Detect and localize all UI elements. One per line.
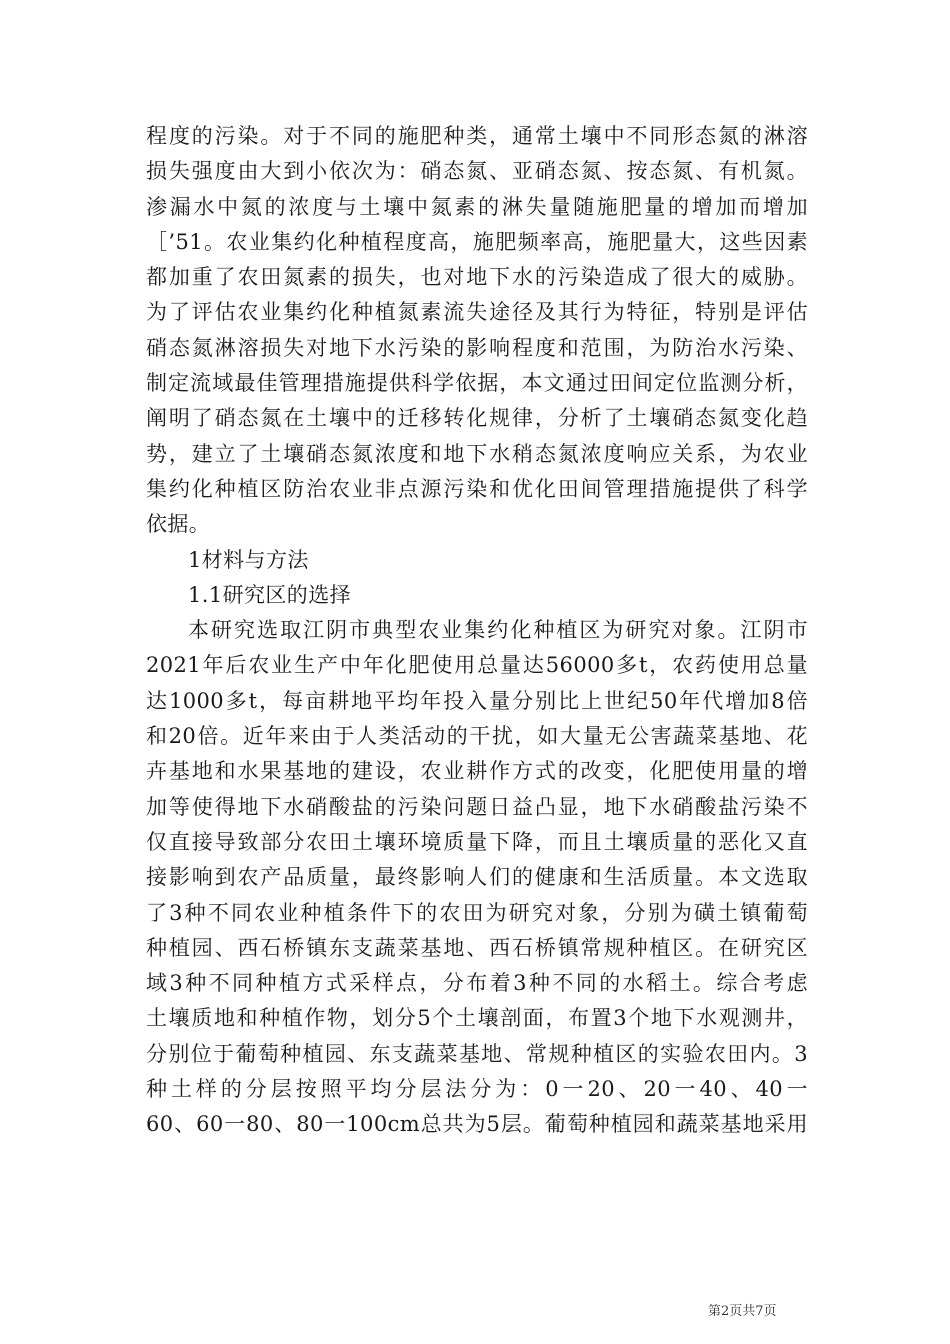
body-text: [146, 119, 808, 1143]
text-line: 分别位于葡萄种植园、东支蔬菜基地、常规种植区的实验农田内。3: [146, 1041, 808, 1066]
text-line: 为了评估农业集约化种植氮素流失途径及其行为特征，特别是评估: [146, 300, 808, 325]
text-line: 仅直接导致部分农田土壤环境质量下降，而且土壤质量的恶化又直: [146, 829, 808, 854]
text-line: 阐明了硝态氮在土壤中的迁移转化规律，分析了土壤硝态氮变化趋: [146, 406, 808, 431]
text-line: 加等使得地下水硝酸盐的污染问题日益凸显，地下水硝酸盐污染不: [146, 794, 808, 819]
text-line: 和20倍。近年来由于人类活动的干扰，如大量无公害蔬菜基地、花: [146, 724, 808, 749]
text-line: 制定流域最佳管理措施提供科学依据，本文通过田间定位监测分析，: [146, 371, 808, 396]
text-line: 程度的污染。对于不同的施肥种类，通常土壤中不同形态氮的淋溶: [146, 124, 808, 148]
text-line: 2021年后农业生产中年化肥使用总量达56000多t，农药使用总量: [146, 653, 808, 678]
text-line: 都加重了农田氮素的损失，也对地下水的污染造成了很大的威胁。: [146, 265, 808, 290]
text-line: 硝态氮淋溶损失对地下水污染的影响程度和范围，为防治水污染、: [146, 335, 808, 360]
text-line: ［’51。农业集约化种植程度高，施肥频率高，施肥量大，这些因素: [146, 229, 808, 254]
paragraph-first-line: 本研究选取江阴市典型农业集约化种植区为研究对象。江阴市: [188, 618, 808, 643]
text-line: 种土样的分层按照平均分层法分为：0一20、20一40、40一: [146, 1077, 808, 1102]
text-line: 60、60一80、80一100cm总共为5层。葡萄种植园和蔬菜基地采用: [146, 1112, 808, 1137]
text-line: 损失强度由大到小依次为：硝态氮、亚硝态氮、按态氮、有机氮。: [146, 159, 808, 184]
text-line: 了3种不同农业种植条件下的农田为研究对象，分别为磺土镇葡萄: [146, 900, 808, 925]
text-line: 达1000多t，每亩耕地平均年投入量分别比上世纪50年代增加8倍: [146, 688, 808, 713]
text-line: 渗漏水中氮的浓度与土壤中氮素的淋失量随施肥量的增加而增加: [146, 194, 808, 219]
text-line: 势，建立了土壤硝态氮浓度和地下水稍态氮浓度响应关系，为农业: [146, 441, 808, 466]
page-number: 第2页共7页: [708, 1304, 777, 1319]
subsection-heading: 1.1研究区的选择: [188, 582, 351, 607]
text-line: 土壤质地和种植作物，划分5个土壤剖面，布置3个地下水观测井，: [146, 1006, 808, 1031]
text-line: 接影响到农产品质量，最终影响人们的健康和生活质量。本文选取: [146, 865, 808, 890]
text-line: 域3种不同种植方式采样点，分布着3种不同的水稻土。综合考虑: [146, 971, 808, 996]
text-line: 卉基地和水果基地的建设，农业耕作方式的改变，化肥使用量的增: [146, 759, 808, 784]
text-line: 种植园、西石桥镇东支蔬菜基地、西石桥镇常规种植区。在研究区: [146, 935, 808, 960]
text-line: 集约化种植区防治农业非点源污染和优化田间管理措施提供了科学: [146, 476, 808, 501]
text-line: 依据。: [146, 512, 211, 537]
section-heading: 1材料与方法: [188, 547, 309, 572]
